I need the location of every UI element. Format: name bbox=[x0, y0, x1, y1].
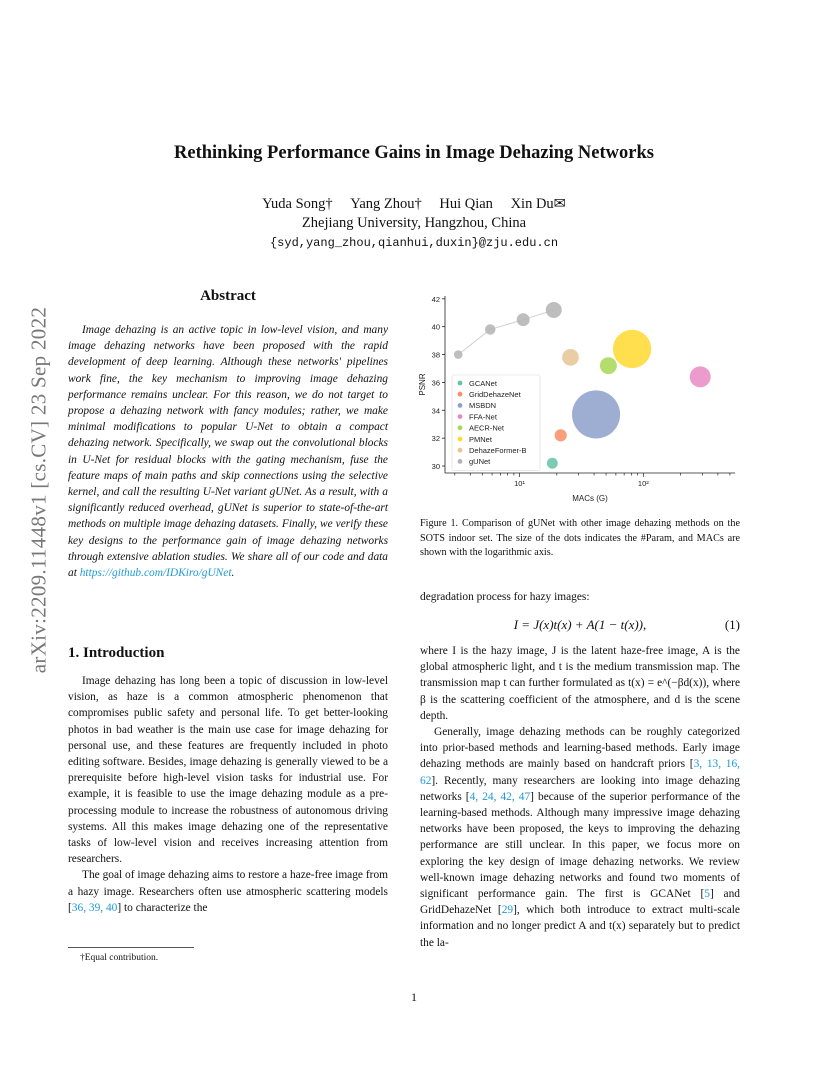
equation-1 bbox=[420, 617, 740, 635]
equation-number: (1) bbox=[724, 617, 740, 632]
point-aecr-net bbox=[600, 357, 617, 374]
abstract-body: Image dehazing is an active topic in low-level vision, and many image dehazing networks have been proposed with the rapid development of deep learning. Although these networks' pipelines work fine, the key mechanism to improving image dehazing performance remains unclear. For this reason, we do not target to propose a dehazing network with fancy modules; rather, we make minimal modifications to popular U-Net to obtain a compact dehazing network. Specifically, we swap out the convolutional blocks in U-Net for residual blocks with the gating mechanism, fuse the feature maps of main paths and skip connections using the selective kernel, and call the resulting U-Net variant gUNet. As a result, with a significantly reduced overhead, gUNet is superior to state-of-the-art methods on multiple image dehazing datasets. Finally, we verify these key designs to the performance gain of image dehazing networks through extensive ablation studies. We share all of our code and data at bbox=[68, 324, 388, 580]
author-3: Hui Qian bbox=[439, 196, 493, 212]
citation-link[interactable]: 29 bbox=[501, 904, 514, 917]
legend-label: AECR-Net bbox=[469, 423, 505, 433]
right-p2-e: ], which both introduce to extract multi-scale information and no longer predict A and t(x) separately but to predict the la- bbox=[420, 904, 740, 949]
legend-marker bbox=[458, 403, 463, 408]
citation-link[interactable]: 5 bbox=[704, 888, 710, 901]
legend-label: GridDehazeNet bbox=[469, 390, 521, 399]
x-tick-label: 10¹ bbox=[514, 479, 525, 488]
point-msbdn bbox=[572, 390, 620, 438]
right-p2-c: ] because of the superior performance of the learning-based methods. Although many impressive image dehazing networks have been proposed, the keys to improving the dehazing performance are still unclear. In this paper, we focus more on exploring the key design of image dehazing networks. We review well-known image dehazing networks and found two moments of significant performance gain. The first is GCANet [ bbox=[420, 790, 740, 901]
x-tick-label: 10² bbox=[637, 479, 649, 488]
right-p2-a: Generally, image dehazing methods can be roughly categorized into prior-based methods and learning-based methods. Early image dehazing methods are mainly based on handcraft priors [ bbox=[420, 726, 740, 771]
intro-p2-start: The goal of image dehazing aims to restore a haze-free image from a hazy image. Researchers often use atmospheric scattering models [ bbox=[68, 869, 388, 914]
point-gunet bbox=[454, 350, 463, 359]
right-paragraph-1: where I is the hazy image, J is the latent haze-free image, A is the global atmospheric light, and t is the medium transmission map. The transmission map t can further formulated as t(x) = e^(−βd(x)), where β is the scattering coefficient of the atmosphere, and d is the scene depth. bbox=[420, 645, 740, 722]
y-tick-label: 38 bbox=[431, 350, 440, 360]
abstract-end: . bbox=[231, 567, 235, 580]
y-tick-label: 30 bbox=[431, 462, 440, 472]
intro-heading: 1. Introduction bbox=[68, 645, 165, 661]
paper-title: Rethinking Performance Gains in Image Dehazing Networks bbox=[174, 143, 654, 163]
right-p2-b: ]. Recently, many researchers are looking into image dehazing networks [ bbox=[420, 774, 740, 803]
citation-link[interactable]: 4, 24, 42, 47 bbox=[469, 790, 531, 803]
point-gunet bbox=[546, 302, 562, 318]
legend-marker bbox=[458, 392, 463, 397]
arxiv-stamp-text: arXiv:2209.11448v1 [cs.CV] 23 Sep 2022 bbox=[26, 306, 51, 674]
point-gunet bbox=[485, 324, 495, 334]
y-tick-label: 42 bbox=[431, 294, 440, 304]
legend-marker bbox=[458, 381, 463, 386]
equation-body: I = J(x)t(x) + A(1 − t(x)), bbox=[513, 617, 647, 632]
author-emails: {syd,yang_zhou,qianhui,duxin}@zju.edu.cn bbox=[269, 236, 559, 250]
right-paragraph-2 bbox=[420, 724, 740, 951]
intro-p2-end: ] to characterize the bbox=[117, 901, 208, 914]
y-tick-label: 40 bbox=[431, 322, 440, 332]
citation-link[interactable]: 36, 39, 40 bbox=[71, 901, 118, 914]
author-list bbox=[0, 196, 828, 213]
y-axis-label: PSNR bbox=[418, 373, 427, 396]
legend-label: gUNet bbox=[469, 457, 491, 467]
legend-label: FFA-Net bbox=[469, 412, 497, 422]
x-axis-label: MACs (G) bbox=[572, 494, 608, 503]
legend-marker bbox=[458, 414, 463, 419]
author-4: Xin Du✉ bbox=[510, 196, 566, 212]
right-p2-d: ] and GridDehazeNet [ bbox=[420, 888, 741, 917]
legend-label: MSBDN bbox=[469, 401, 497, 411]
legend-label: GCANet bbox=[469, 378, 497, 388]
legend-label: PMNet bbox=[469, 434, 492, 444]
y-tick-label: 34 bbox=[431, 406, 440, 416]
y-tick-label: 36 bbox=[431, 378, 440, 388]
footnote-rule bbox=[68, 947, 194, 948]
author-2: Yang Zhou† bbox=[350, 196, 422, 212]
point-gcanet bbox=[547, 458, 558, 469]
legend-marker bbox=[458, 437, 463, 442]
right-column-text bbox=[420, 643, 740, 951]
psnr-macs-scatter-chart bbox=[415, 288, 745, 510]
intro-paragraph-2 bbox=[68, 867, 388, 916]
footnote: †Equal contribution. bbox=[80, 953, 159, 963]
citation-link[interactable]: 3, 13, 16, 62 bbox=[420, 758, 741, 787]
legend-marker bbox=[458, 425, 463, 430]
abstract-heading: Abstract bbox=[200, 288, 256, 304]
legend-marker bbox=[458, 448, 463, 453]
right-intro-text: degradation process for hazy images: bbox=[420, 591, 590, 603]
intro-paragraph-1: Image dehazing has long been a topic of discussion in low-level vision, as haze is a common atmospheric phenomenon that compromises public safety and personal life. To get better-looking photos in bad weather is the main use case for image dehazing for personal use, and these features are frequently included in photo editing software. Besides, image dehazing is generally viewed to be a prerequisite before high-level vision tasks for industrial use. For example, it is feasible to use the image dehazing module as a pre-processing module to increase the robustness of autonomous driving systems. All this makes image dehazing one of the representative tasks of low-level vision and receives increasing attention from researchers. bbox=[68, 675, 388, 866]
legend-label: DehazeFormer-B bbox=[469, 446, 527, 455]
abstract-text bbox=[68, 322, 388, 581]
point-pmnet bbox=[613, 330, 651, 368]
point-gunet bbox=[517, 313, 530, 326]
figure-caption: Figure 1. Comparison of gUNet with other image dehazing methods on the SOTS indoor set. The size of the dots indicates the #Param, and MACs are shown with the logarithmic axis. bbox=[420, 518, 740, 558]
point-dehazeformer-b bbox=[562, 349, 579, 366]
legend-marker bbox=[458, 459, 463, 464]
y-tick-label: 32 bbox=[431, 434, 440, 444]
right-intro bbox=[420, 589, 740, 605]
point-griddehazenet bbox=[555, 429, 567, 441]
gunet-trend-line bbox=[458, 310, 553, 355]
arxiv-stamp bbox=[22, 280, 56, 700]
intro-text bbox=[68, 673, 388, 916]
code-link[interactable]: https://github.com/IDKiro/gUNet bbox=[79, 567, 232, 580]
page-number: 1 bbox=[411, 990, 417, 1004]
author-1: Yuda Song† bbox=[262, 196, 333, 212]
point-ffa-net bbox=[690, 366, 711, 387]
affiliation: Zhejiang University, Hangzhou, China bbox=[301, 215, 527, 231]
